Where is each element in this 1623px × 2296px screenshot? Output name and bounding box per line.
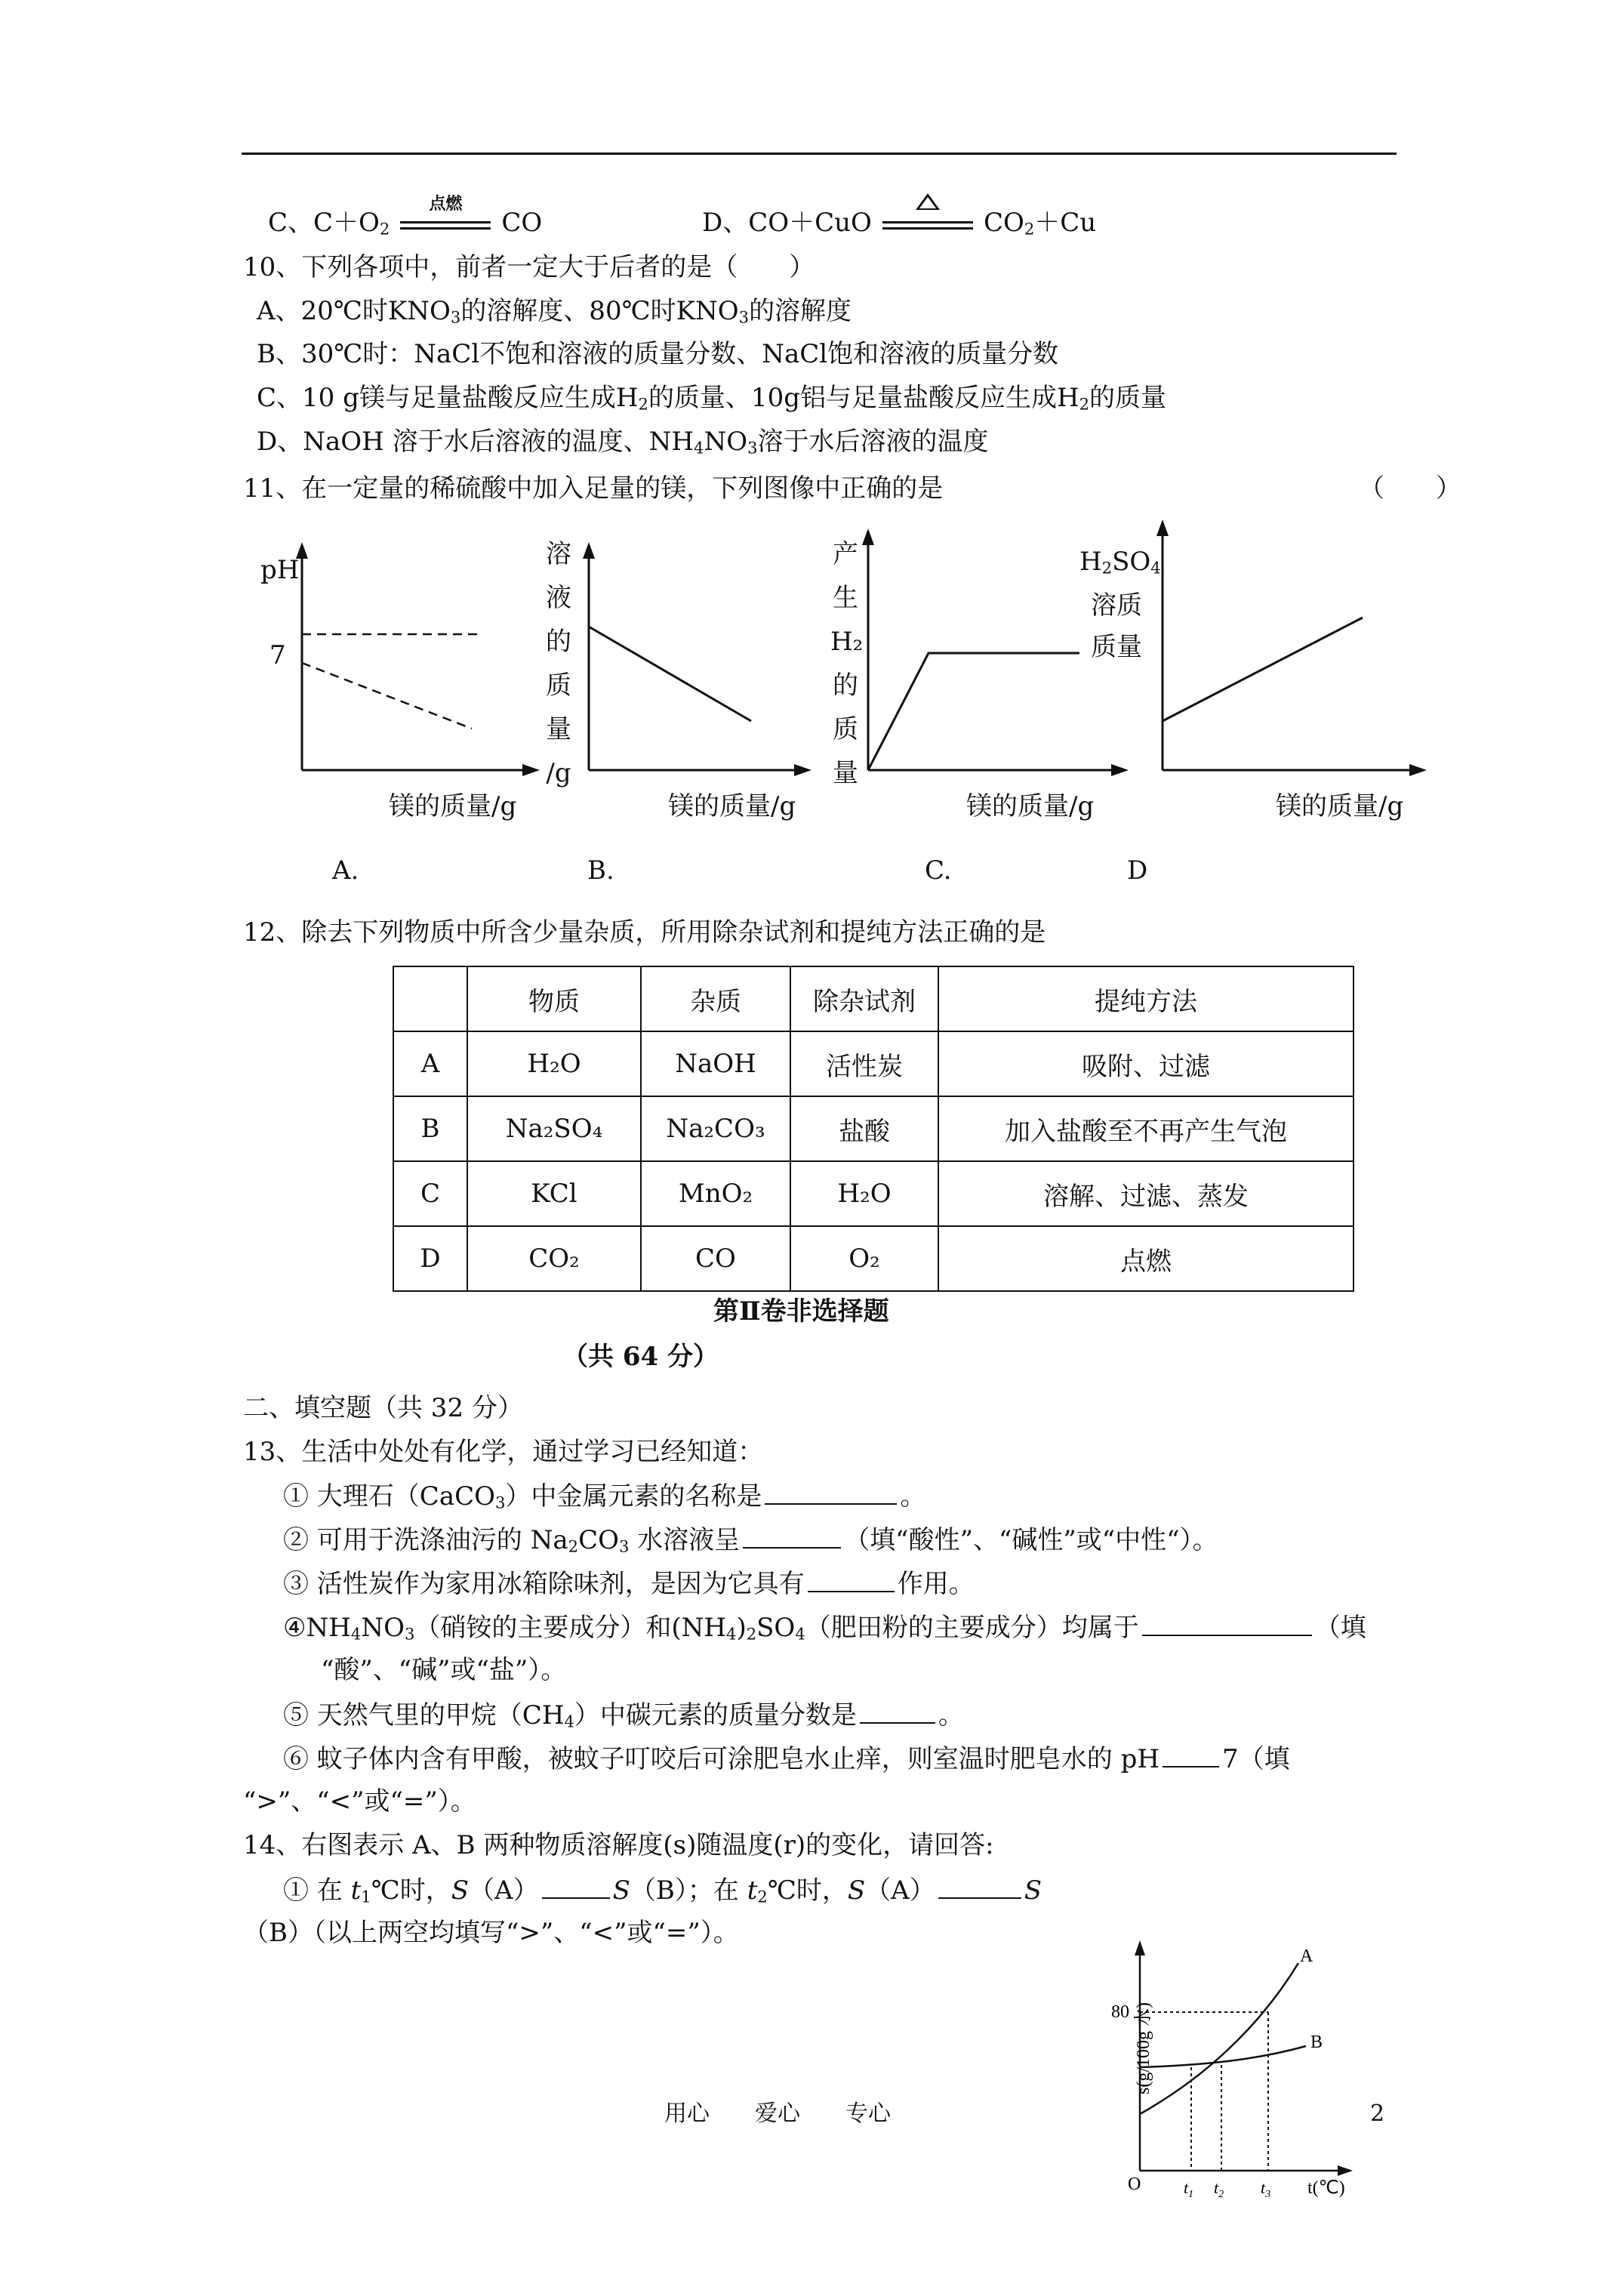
graph-c-option-label: C. [925, 855, 952, 886]
q12-stem: 12、除去下列物质中所含少量杂质，所用除杂试剂和提纯方法正确的是 [243, 917, 1046, 948]
method-cell: 加入盐酸至不再产生气泡 [938, 1096, 1354, 1161]
section-title: 第Ⅱ卷非选择题 [713, 1296, 889, 1327]
row-label: D [393, 1226, 467, 1291]
graph-b-ylabel-char: 溶 [546, 539, 571, 569]
row-label: B [393, 1096, 467, 1161]
graph-c-ylabel-char: H₂ [830, 627, 864, 657]
q10-option-b: B、30℃时：NaCl不饱和溶液的质量分数、NaCl饱和溶液的质量分数 [257, 339, 1059, 369]
header-rule [242, 153, 1397, 155]
section-score: （共 64 分） [562, 1342, 719, 1372]
table-header-cell: 物质 [467, 966, 641, 1031]
graph-b-ylabel-char: 的 [546, 627, 571, 657]
page-number: 2 [1370, 2100, 1385, 2127]
q13-item-6-cont: “>”、“<”或“=”）。 [243, 1786, 476, 1817]
graph-c-ylabel-char: 的 [833, 670, 858, 701]
method-cell: 点燃 [938, 1226, 1354, 1291]
method-cell: 溶解、过滤、蒸发 [938, 1161, 1354, 1226]
table-header-cell: 提纯方法 [938, 966, 1354, 1031]
substance-cell: KCl [467, 1161, 641, 1226]
q9-option-d: D、CO＋CuO $CO_2+Cu$ [702, 210, 1096, 237]
fill-in-section-title: 二、填空题（共 32 分） [243, 1393, 523, 1423]
svg-text:t1: $t_1$ [1184, 2178, 1194, 2200]
table-header-row [393, 966, 1354, 1031]
graph-c-xlabel: 镁的质量/g [966, 791, 1095, 821]
q13-item-5: ⑤ 天然气里的甲烷$(CH_4)$中碳元素的质量分数是 。 [283, 1700, 964, 1731]
q10-stem: 10、下列各项中，前者一定大于后者的是（ ） [243, 252, 815, 282]
graph-c-ylabel [830, 532, 864, 795]
graph-c-ylabel-char: 质 [833, 714, 858, 744]
q14-item-1: ① 在 $t_1℃$时，S（A） S（B）；在 $t_2℃$时，S（A） S [283, 1875, 1042, 1906]
graph-d-ylabel-line3: 质量 [1091, 632, 1142, 662]
table-row [393, 1161, 1354, 1226]
reagent-cell: 活性炭 [790, 1031, 938, 1096]
graph-a-tick-7: 7 [269, 640, 286, 670]
row-label: C [393, 1161, 467, 1226]
substance-cell: H₂O [467, 1031, 641, 1096]
graph-origin: O [1128, 2174, 1141, 2194]
q11-answer-paren: （ ） [1359, 473, 1461, 504]
reagent-cell: O₂ [790, 1226, 938, 1291]
q9-option-c: C、$C+O_2$ 点燃 CO [268, 195, 543, 239]
graph-b-option-label: B. [587, 855, 614, 886]
substance-cell: CO₂ [467, 1226, 641, 1291]
impurity-cell: Na₂CO₃ [641, 1096, 790, 1161]
q11-stem: 11、在一定量的稀硫酸中加入足量的镁，下列图像中正确的是 [243, 473, 944, 504]
q13-item-6: ⑥ 蚊子体内含有甲酸，被蚊子叮咬后可涂肥皂水止痒，则室温时肥皂水的 pH 7（填 [283, 1744, 1290, 1774]
impurity-cell: CO [641, 1226, 790, 1291]
table-row [393, 1031, 1354, 1096]
graph-b-ylabel [544, 532, 574, 795]
reagent-cell: H₂O [790, 1161, 938, 1226]
q11-graph-d [1147, 513, 1442, 831]
graph-c-ylabel-char: 量 [833, 758, 858, 788]
curve-a-label: A [1300, 1946, 1313, 1966]
method-cell: 吸附、过滤 [938, 1031, 1354, 1096]
q14-item-1-cont: （B）（以上两空均填写“>”、“<”或“=”）。 [243, 1918, 739, 1948]
q13-item-3: ③ 活性炭作为家用冰箱除味剂，是因为它具有 作用。 [283, 1569, 975, 1599]
graph-a-ylabel: pH [260, 555, 300, 585]
q13-stem: 13、生活中处处有化学，通过学习已经知道： [243, 1437, 764, 1467]
table-header-cell: 除杂试剂 [790, 966, 938, 1031]
substance-cell: Na₂SO₄ [467, 1096, 641, 1161]
svg-text:t3: $t_3$ [1261, 2178, 1271, 2200]
impurity-cell: MnO₂ [641, 1161, 790, 1226]
graph-b-ylabel-char: 质 [546, 670, 571, 701]
graph-a-xlabel: 镁的质量/g [389, 791, 517, 821]
table-header-cell: 杂质 [641, 966, 790, 1031]
graph-b-ylabel-char: /g [546, 758, 571, 788]
q14-solubility-graph [1095, 1933, 1374, 2205]
graph-c-ylabel-char: 生 [833, 583, 858, 613]
impurity-cell: NaOH [641, 1031, 790, 1096]
svg-text:t2: $t_2$ [1214, 2178, 1224, 2200]
table-header-cell [393, 966, 467, 1031]
q10-option-c: C、10 g镁与足量盐酸反应生成$H_2$的质量、10g铝与足量盐酸反应生成$H_2$的质量 [257, 383, 1167, 414]
graph-d-ylabel-line2: 溶质 [1091, 590, 1142, 621]
row-label: A [393, 1031, 467, 1096]
footer-slogan: 用心 爱心 专心 [664, 2100, 891, 2127]
graph-d-xlabel: 镁的质量/g [1276, 791, 1404, 821]
graph-b-ylabel-char: 量 [546, 714, 571, 744]
q13-item-1: ① 大理石（CaCO$_3$）中金属元素的名称是 。 [283, 1481, 926, 1512]
t3-label: t [1261, 2178, 1266, 2197]
q13-item-4: $④NH_4NO_3$（硝铵的主要成分）和$(NH_4)_2SO_4$（肥田粉的主要成分）均属于 （填 [283, 1613, 1366, 1644]
graph-d-ylabel-formula: $H_2SO_4$ [1079, 547, 1161, 578]
graph-b-ylabel-char: 液 [546, 583, 571, 613]
graph-d-option-label: D [1127, 855, 1148, 886]
t1-label: t [1184, 2178, 1189, 2197]
reagent-cell: 盐酸 [790, 1096, 938, 1161]
graph-tick-80: 80 [1111, 2002, 1129, 2022]
table-row [393, 1096, 1354, 1161]
q13-item-2: ② 可用于洗涤油污的 $Na_2CO_3$ 水溶液呈 （填“酸性”、“碱性”或“中性“）。 [283, 1525, 1218, 1556]
q10-option-a: A、20℃时$KNO_3$的溶解度、80℃时$KNO_3$的溶解度 [257, 296, 852, 327]
q13-item-4-cont: “酸”、“碱”或“盐”）。 [321, 1655, 567, 1685]
q14-stem: 14、右图表示 A、B 两种物质溶解度(s)随温度(r)的变化，请回答: [243, 1830, 994, 1860]
t2-label: t [1214, 2178, 1219, 2197]
q12-options-table [393, 966, 1354, 1292]
graph-c-ylabel-char: 产 [833, 539, 858, 569]
graph-xlabel: t(℃) [1307, 2178, 1345, 2198]
table-row [393, 1226, 1354, 1291]
graph-b-xlabel: 镁的质量/g [668, 791, 796, 821]
q10-option-d: D、NaOH 溶于水后溶液的温度、$NH_4NO_3$溶于水后溶液的温度 [257, 427, 989, 458]
curve-b-label: B [1310, 2032, 1323, 2052]
graph-a-option-label: A. [332, 855, 359, 886]
graph-ylabel: s(g/100g 水) [1134, 2002, 1153, 2094]
